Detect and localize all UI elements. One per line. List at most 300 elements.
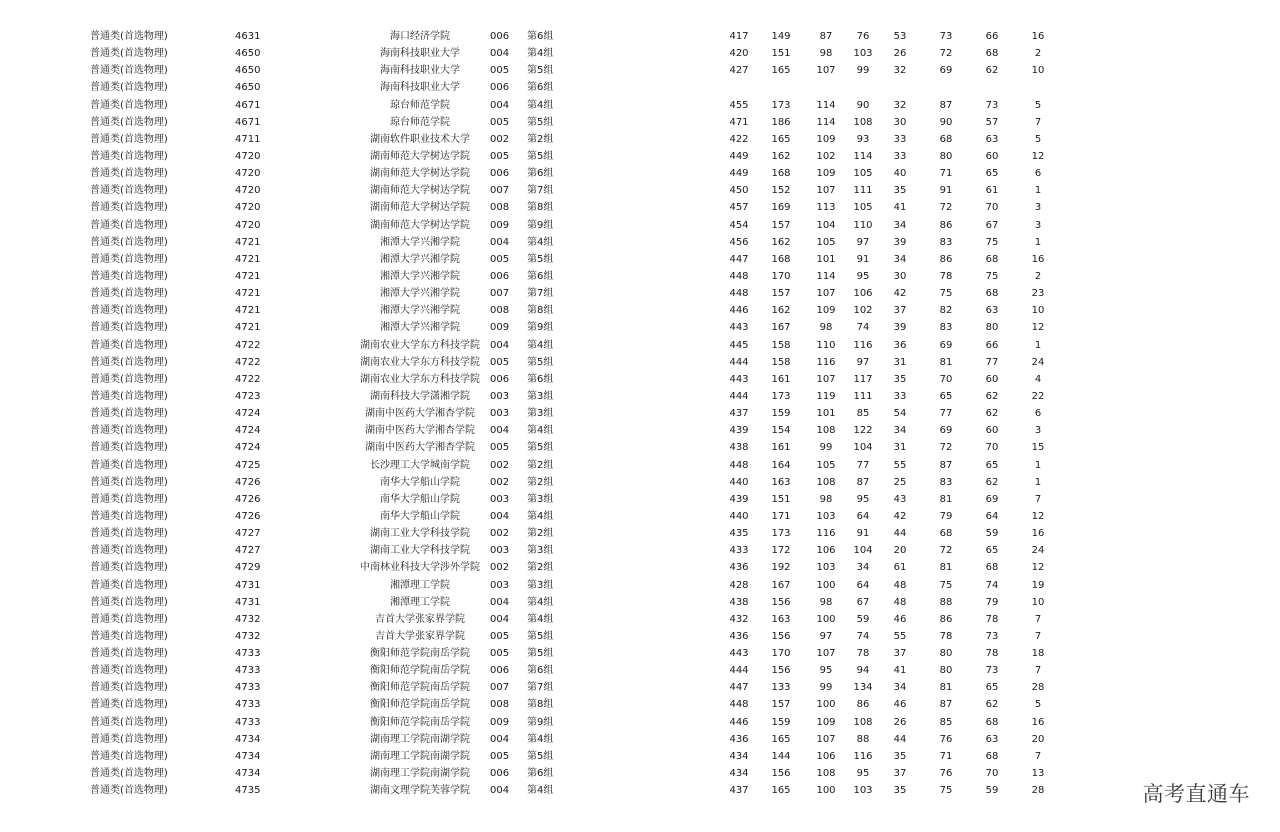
school-name-cell: 湖南理工学院南湖学院 bbox=[370, 768, 470, 780]
score-cell-4: 74 bbox=[856, 630, 870, 642]
score-cell-8: 12 bbox=[1031, 150, 1045, 162]
score-cell-1: 436 bbox=[729, 562, 749, 574]
table-row bbox=[0, 748, 1280, 765]
score-cell-8: 19 bbox=[1031, 579, 1045, 591]
score-cell-3: 114 bbox=[816, 99, 836, 111]
group-code-cell: 006 bbox=[490, 665, 510, 677]
score-cell-4: 108 bbox=[853, 116, 873, 128]
school-name-cell: 海口经济学院 bbox=[390, 31, 450, 42]
table-row bbox=[0, 731, 1280, 748]
group-code-cell: 005 bbox=[490, 356, 510, 368]
score-cell-7: 75 bbox=[985, 236, 999, 248]
score-cell-6: 90 bbox=[939, 116, 953, 128]
score-cell-2: 173 bbox=[771, 528, 791, 540]
school-code-cell: 4722 bbox=[235, 339, 261, 351]
score-cell-6: 81 bbox=[939, 682, 953, 694]
school-code-cell: 4732 bbox=[235, 630, 261, 642]
score-cell-6: 75 bbox=[939, 785, 953, 797]
school-name-cell: 湖南农业大学东方科技学院 bbox=[360, 356, 480, 368]
score-cell-8: 13 bbox=[1031, 768, 1045, 780]
group-name-cell: 第9组 bbox=[527, 322, 554, 334]
category-cell: 普通类(首选物理) bbox=[90, 116, 168, 128]
table-row bbox=[0, 62, 1280, 79]
group-name-cell: 第4组 bbox=[527, 733, 554, 745]
score-cell-5: 34 bbox=[893, 253, 907, 265]
score-cell-3: 103 bbox=[816, 510, 836, 522]
score-cell-5: 39 bbox=[893, 322, 907, 334]
category-cell: 普通类(首选物理) bbox=[90, 219, 168, 231]
score-cell-3: 107 bbox=[816, 288, 836, 300]
score-cell-8: 16 bbox=[1031, 528, 1045, 540]
score-cell-2: 156 bbox=[771, 630, 791, 642]
score-cell-8: 12 bbox=[1031, 562, 1045, 574]
score-cell-6: 72 bbox=[939, 48, 953, 60]
score-cell-2: 168 bbox=[771, 253, 791, 265]
score-cell-7: 80 bbox=[985, 322, 999, 334]
score-cell-1: 433 bbox=[729, 545, 749, 557]
score-cell-3: 106 bbox=[816, 750, 836, 762]
score-cell-6: 81 bbox=[939, 356, 953, 368]
score-cell-7: 73 bbox=[985, 99, 999, 111]
score-cell-4: 134 bbox=[853, 682, 873, 694]
score-cell-6: 85 bbox=[939, 716, 953, 728]
category-cell: 普通类(首选物理) bbox=[90, 476, 168, 488]
score-cell-5: 33 bbox=[893, 390, 907, 402]
score-cell-2: 165 bbox=[771, 785, 791, 797]
score-cell-3: 98 bbox=[819, 48, 833, 60]
category-cell: 普通类(首选物理) bbox=[90, 99, 168, 111]
category-cell: 普通类(首选物理) bbox=[90, 785, 168, 797]
score-cell-8: 10 bbox=[1031, 65, 1045, 77]
score-cell-3: 101 bbox=[816, 408, 836, 420]
score-cell-2: 165 bbox=[771, 65, 791, 77]
school-name-cell: 湘潭理工学院 bbox=[390, 596, 450, 608]
score-cell-5: 46 bbox=[893, 613, 907, 625]
score-cell-8: 1 bbox=[1034, 476, 1042, 488]
score-cell-3: 106 bbox=[816, 545, 836, 557]
score-cell-1: 454 bbox=[729, 219, 749, 231]
score-cell-7: 68 bbox=[985, 253, 999, 265]
score-cell-2: 156 bbox=[771, 768, 791, 780]
school-name-cell: 湖南中医药大学湘杏学院 bbox=[365, 408, 475, 420]
group-name-cell: 第2组 bbox=[527, 528, 554, 540]
group-name-cell: 第7组 bbox=[527, 682, 554, 694]
score-cell-6: 78 bbox=[939, 630, 953, 642]
score-cell-2: 168 bbox=[771, 168, 791, 180]
school-code-cell: 4731 bbox=[235, 579, 261, 591]
score-cell-6: 72 bbox=[939, 202, 953, 214]
score-cell-6: 71 bbox=[939, 168, 953, 180]
score-cell-8: 2 bbox=[1034, 270, 1042, 282]
score-cell-1: 439 bbox=[729, 493, 749, 505]
school-code-cell: 4727 bbox=[235, 528, 261, 540]
score-cell-2: 163 bbox=[771, 613, 791, 625]
score-cell-6: 71 bbox=[939, 750, 953, 762]
table-row bbox=[0, 234, 1280, 251]
score-cell-3: 104 bbox=[816, 219, 836, 231]
score-cell-3: 109 bbox=[816, 305, 836, 317]
score-cell-6: 68 bbox=[939, 133, 953, 145]
school-code-cell: 4726 bbox=[235, 493, 261, 505]
table-row bbox=[0, 457, 1280, 474]
school-code-cell: 4733 bbox=[235, 716, 261, 728]
table-row bbox=[0, 388, 1280, 405]
score-cell-5: 30 bbox=[893, 270, 907, 282]
school-code-cell: 4721 bbox=[235, 288, 261, 300]
score-cell-5: 41 bbox=[893, 202, 907, 214]
category-cell: 普通类(首选物理) bbox=[90, 322, 168, 334]
score-cell-1: 448 bbox=[729, 699, 749, 711]
score-cell-5: 41 bbox=[893, 665, 907, 677]
score-cell-2: 151 bbox=[771, 48, 791, 60]
score-cell-4: 64 bbox=[856, 510, 870, 522]
school-name-cell: 湖南师范大学树达学院 bbox=[370, 202, 470, 214]
table-row bbox=[0, 422, 1280, 439]
school-name-cell: 湖南农业大学东方科技学院 bbox=[360, 339, 480, 351]
school-code-cell: 4725 bbox=[235, 459, 261, 471]
score-cell-3: 116 bbox=[816, 356, 836, 368]
score-cell-3: 100 bbox=[816, 579, 836, 591]
score-cell-8: 15 bbox=[1031, 442, 1045, 454]
score-cell-1: 440 bbox=[729, 510, 749, 522]
group-name-cell: 第3组 bbox=[527, 579, 554, 591]
group-name-cell: 第2组 bbox=[527, 476, 554, 488]
score-cell-6: 69 bbox=[939, 339, 953, 351]
score-cell-3: 101 bbox=[816, 253, 836, 265]
score-cell-7: 62 bbox=[985, 65, 999, 77]
group-code-cell: 005 bbox=[490, 116, 510, 128]
score-cell-3: 107 bbox=[816, 65, 836, 77]
score-cell-2: 133 bbox=[771, 682, 791, 694]
table-row bbox=[0, 577, 1280, 594]
score-cell-1: 437 bbox=[729, 408, 749, 420]
category-cell: 普通类(首选物理) bbox=[90, 510, 168, 522]
score-cell-4: 59 bbox=[856, 613, 870, 625]
score-cell-2: 159 bbox=[771, 408, 791, 420]
table-row bbox=[0, 199, 1280, 216]
group-name-cell: 第4组 bbox=[527, 613, 554, 625]
school-code-cell: 4631 bbox=[235, 31, 261, 42]
score-cell-2: 157 bbox=[771, 288, 791, 300]
score-cell-8: 3 bbox=[1034, 202, 1042, 214]
group-code-cell: 006 bbox=[490, 31, 510, 42]
school-code-cell: 4735 bbox=[235, 785, 261, 797]
score-cell-4: 97 bbox=[856, 356, 870, 368]
score-cell-4: 116 bbox=[853, 339, 873, 351]
score-cell-6: 87 bbox=[939, 459, 953, 471]
school-code-cell: 4721 bbox=[235, 322, 261, 334]
score-cell-1: 438 bbox=[729, 596, 749, 608]
table-row bbox=[0, 525, 1280, 542]
group-code-cell: 004 bbox=[490, 425, 510, 437]
category-cell: 普通类(首选物理) bbox=[90, 733, 168, 745]
group-name-cell: 第4组 bbox=[527, 339, 554, 351]
group-code-cell: 002 bbox=[490, 459, 510, 471]
score-cell-7: 79 bbox=[985, 596, 999, 608]
table-row bbox=[0, 611, 1280, 628]
score-cell-7: 60 bbox=[985, 373, 999, 385]
school-name-cell: 湘潭理工学院 bbox=[390, 579, 450, 591]
school-name-cell: 衡阳师范学院南岳学院 bbox=[370, 699, 470, 711]
category-cell: 普通类(首选物理) bbox=[90, 750, 168, 762]
score-cell-4: 99 bbox=[856, 65, 870, 77]
group-name-cell: 第5组 bbox=[527, 750, 554, 762]
school-name-cell: 衡阳师范学院南岳学院 bbox=[370, 665, 470, 677]
school-code-cell: 4720 bbox=[235, 168, 261, 180]
school-name-cell: 琼台师范学院 bbox=[390, 99, 450, 111]
group-code-cell: 004 bbox=[490, 510, 510, 522]
table-row bbox=[0, 148, 1280, 165]
score-cell-5: 34 bbox=[893, 425, 907, 437]
category-cell: 普通类(首选物理) bbox=[90, 133, 168, 145]
school-code-cell: 4724 bbox=[235, 442, 261, 454]
score-cell-8: 7 bbox=[1034, 665, 1042, 677]
score-cell-5: 43 bbox=[893, 493, 907, 505]
score-cell-5: 34 bbox=[893, 219, 907, 231]
score-cell-1: 448 bbox=[729, 459, 749, 471]
score-cell-8: 16 bbox=[1031, 253, 1045, 265]
score-cell-7: 63 bbox=[985, 133, 999, 145]
school-name-cell: 南华大学船山学院 bbox=[380, 476, 460, 488]
score-cell-8: 7 bbox=[1034, 493, 1042, 505]
group-code-cell: 009 bbox=[490, 322, 510, 334]
score-cell-5: 42 bbox=[893, 288, 907, 300]
score-cell-6: 86 bbox=[939, 219, 953, 231]
score-cell-4: 86 bbox=[856, 699, 870, 711]
category-cell: 普通类(首选物理) bbox=[90, 545, 168, 557]
group-name-cell: 第6组 bbox=[527, 270, 554, 282]
score-cell-5: 31 bbox=[893, 442, 907, 454]
score-cell-8: 1 bbox=[1034, 339, 1042, 351]
score-cell-4: 104 bbox=[853, 545, 873, 557]
group-name-cell: 第2组 bbox=[527, 562, 554, 574]
group-name-cell: 第6组 bbox=[527, 373, 554, 385]
group-code-cell: 005 bbox=[490, 648, 510, 660]
table-row bbox=[0, 645, 1280, 662]
score-cell-8: 18 bbox=[1031, 648, 1045, 660]
score-cell-4: 76 bbox=[856, 31, 870, 42]
score-cell-6: 82 bbox=[939, 305, 953, 317]
score-cell-2: 172 bbox=[771, 545, 791, 557]
table-row bbox=[0, 696, 1280, 713]
score-cell-4: 104 bbox=[853, 442, 873, 454]
score-cell-3: 95 bbox=[819, 665, 833, 677]
score-cell-7: 68 bbox=[985, 750, 999, 762]
score-cell-8: 5 bbox=[1034, 99, 1042, 111]
school-code-cell: 4732 bbox=[235, 613, 261, 625]
school-code-cell: 4720 bbox=[235, 219, 261, 231]
score-cell-1: 420 bbox=[729, 48, 749, 60]
score-cell-5: 53 bbox=[893, 31, 907, 42]
score-cell-8: 1 bbox=[1034, 459, 1042, 471]
score-cell-6: 69 bbox=[939, 425, 953, 437]
score-cell-7: 65 bbox=[985, 545, 999, 557]
score-cell-7: 62 bbox=[985, 699, 999, 711]
school-name-cell: 衡阳师范学院南岳学院 bbox=[370, 716, 470, 728]
group-code-cell: 004 bbox=[490, 785, 510, 797]
score-cell-7: 63 bbox=[985, 305, 999, 317]
score-cell-4: 108 bbox=[853, 716, 873, 728]
admission-score-table bbox=[0, 28, 1280, 799]
group-code-cell: 005 bbox=[490, 65, 510, 77]
table-row bbox=[0, 679, 1280, 696]
group-name-cell: 第3组 bbox=[527, 390, 554, 402]
score-cell-7: 67 bbox=[985, 219, 999, 231]
table-row bbox=[0, 302, 1280, 319]
score-cell-1: 417 bbox=[729, 31, 749, 42]
group-name-cell: 第5组 bbox=[527, 356, 554, 368]
score-cell-2: 158 bbox=[771, 356, 791, 368]
group-code-cell: 006 bbox=[490, 270, 510, 282]
score-cell-6: 83 bbox=[939, 322, 953, 334]
category-cell: 普通类(首选物理) bbox=[90, 425, 168, 437]
score-cell-5: 31 bbox=[893, 356, 907, 368]
group-code-cell: 003 bbox=[490, 390, 510, 402]
group-code-cell: 002 bbox=[490, 133, 510, 145]
score-cell-5: 36 bbox=[893, 339, 907, 351]
score-cell-3: 97 bbox=[819, 630, 833, 642]
score-cell-1: 447 bbox=[729, 682, 749, 694]
score-cell-1: 435 bbox=[729, 528, 749, 540]
score-cell-6: 72 bbox=[939, 442, 953, 454]
score-cell-8: 16 bbox=[1031, 31, 1045, 42]
score-cell-2: 156 bbox=[771, 665, 791, 677]
school-code-cell: 4711 bbox=[235, 133, 261, 145]
category-cell: 普通类(首选物理) bbox=[90, 528, 168, 540]
school-code-cell: 4726 bbox=[235, 510, 261, 522]
group-code-cell: 004 bbox=[490, 596, 510, 608]
score-cell-5: 46 bbox=[893, 699, 907, 711]
table-row bbox=[0, 594, 1280, 611]
group-name-cell: 第5组 bbox=[527, 150, 554, 162]
score-cell-7: 70 bbox=[985, 768, 999, 780]
table-row bbox=[0, 217, 1280, 234]
score-cell-6: 80 bbox=[939, 665, 953, 677]
group-name-cell: 第6组 bbox=[527, 168, 554, 180]
score-cell-4: 103 bbox=[853, 48, 873, 60]
score-cell-5: 54 bbox=[893, 408, 907, 420]
category-cell: 普通类(首选物理) bbox=[90, 82, 168, 94]
score-cell-6: 86 bbox=[939, 253, 953, 265]
school-code-cell: 4650 bbox=[235, 65, 261, 77]
school-code-cell: 4734 bbox=[235, 768, 261, 780]
score-cell-1: 437 bbox=[729, 785, 749, 797]
group-name-cell: 第4组 bbox=[527, 510, 554, 522]
group-code-cell: 005 bbox=[490, 442, 510, 454]
score-cell-4: 93 bbox=[856, 133, 870, 145]
score-cell-7: 64 bbox=[985, 510, 999, 522]
table-row bbox=[0, 45, 1280, 62]
category-cell: 普通类(首选物理) bbox=[90, 579, 168, 591]
group-name-cell: 第4组 bbox=[527, 596, 554, 608]
category-cell: 普通类(首选物理) bbox=[90, 202, 168, 214]
school-name-cell: 琼台师范学院 bbox=[390, 116, 450, 128]
group-code-cell: 009 bbox=[490, 219, 510, 231]
score-cell-4: 78 bbox=[856, 648, 870, 660]
table-row bbox=[0, 542, 1280, 559]
score-cell-8: 2 bbox=[1034, 48, 1042, 60]
group-code-cell: 004 bbox=[490, 733, 510, 745]
score-cell-3: 105 bbox=[816, 459, 836, 471]
table-row bbox=[0, 508, 1280, 525]
score-cell-5: 32 bbox=[893, 65, 907, 77]
score-cell-3: 98 bbox=[819, 493, 833, 505]
score-cell-1: 456 bbox=[729, 236, 749, 248]
category-cell: 普通类(首选物理) bbox=[90, 373, 168, 385]
score-cell-8: 1 bbox=[1034, 185, 1042, 197]
category-cell: 普通类(首选物理) bbox=[90, 356, 168, 368]
category-cell: 普通类(首选物理) bbox=[90, 768, 168, 780]
group-code-cell: 009 bbox=[490, 716, 510, 728]
score-cell-4: 95 bbox=[856, 493, 870, 505]
score-cell-2: 173 bbox=[771, 99, 791, 111]
category-cell: 普通类(首选物理) bbox=[90, 150, 168, 162]
group-name-cell: 第8组 bbox=[527, 699, 554, 711]
score-cell-5: 25 bbox=[893, 476, 907, 488]
score-cell-2: 163 bbox=[771, 476, 791, 488]
score-cell-3: 99 bbox=[819, 442, 833, 454]
group-code-cell: 005 bbox=[490, 630, 510, 642]
group-code-cell: 008 bbox=[490, 699, 510, 711]
score-cell-7: 62 bbox=[985, 390, 999, 402]
group-code-cell: 004 bbox=[490, 236, 510, 248]
score-cell-8: 4 bbox=[1034, 373, 1042, 385]
score-cell-1: 444 bbox=[729, 665, 749, 677]
school-code-cell: 4721 bbox=[235, 236, 261, 248]
score-cell-1: 445 bbox=[729, 339, 749, 351]
school-code-cell: 4720 bbox=[235, 202, 261, 214]
score-cell-8: 7 bbox=[1034, 630, 1042, 642]
table-row bbox=[0, 662, 1280, 679]
score-cell-5: 34 bbox=[893, 682, 907, 694]
score-cell-7: 57 bbox=[985, 116, 999, 128]
score-cell-1: 434 bbox=[729, 768, 749, 780]
score-cell-5: 55 bbox=[893, 630, 907, 642]
school-code-cell: 4727 bbox=[235, 545, 261, 557]
score-cell-4: 111 bbox=[853, 390, 873, 402]
category-cell: 普通类(首选物理) bbox=[90, 65, 168, 77]
category-cell: 普通类(首选物理) bbox=[90, 665, 168, 677]
group-code-cell: 008 bbox=[490, 202, 510, 214]
category-cell: 普通类(首选物理) bbox=[90, 339, 168, 351]
score-cell-3: 116 bbox=[816, 528, 836, 540]
score-cell-7: 62 bbox=[985, 408, 999, 420]
score-cell-4: 90 bbox=[856, 99, 870, 111]
score-cell-6: 80 bbox=[939, 648, 953, 660]
score-cell-4: 64 bbox=[856, 579, 870, 591]
score-cell-6: 75 bbox=[939, 579, 953, 591]
score-cell-4: 122 bbox=[853, 425, 873, 437]
school-code-cell: 4722 bbox=[235, 356, 261, 368]
category-cell: 普通类(首选物理) bbox=[90, 630, 168, 642]
school-code-cell: 4724 bbox=[235, 408, 261, 420]
score-cell-1: 448 bbox=[729, 288, 749, 300]
score-cell-4: 85 bbox=[856, 408, 870, 420]
school-code-cell: 4671 bbox=[235, 116, 261, 128]
school-name-cell: 湖南软件职业技术大学 bbox=[370, 133, 470, 145]
table-row bbox=[0, 337, 1280, 354]
school-code-cell: 4734 bbox=[235, 733, 261, 745]
score-cell-6: 87 bbox=[939, 699, 953, 711]
score-cell-4: 74 bbox=[856, 322, 870, 334]
school-name-cell: 湖南师范大学树达学院 bbox=[370, 168, 470, 180]
school-code-cell: 4733 bbox=[235, 682, 261, 694]
score-cell-7: 66 bbox=[985, 339, 999, 351]
school-name-cell: 南华大学船山学院 bbox=[380, 510, 460, 522]
score-cell-6: 70 bbox=[939, 373, 953, 385]
score-cell-6: 88 bbox=[939, 596, 953, 608]
score-cell-7: 60 bbox=[985, 425, 999, 437]
